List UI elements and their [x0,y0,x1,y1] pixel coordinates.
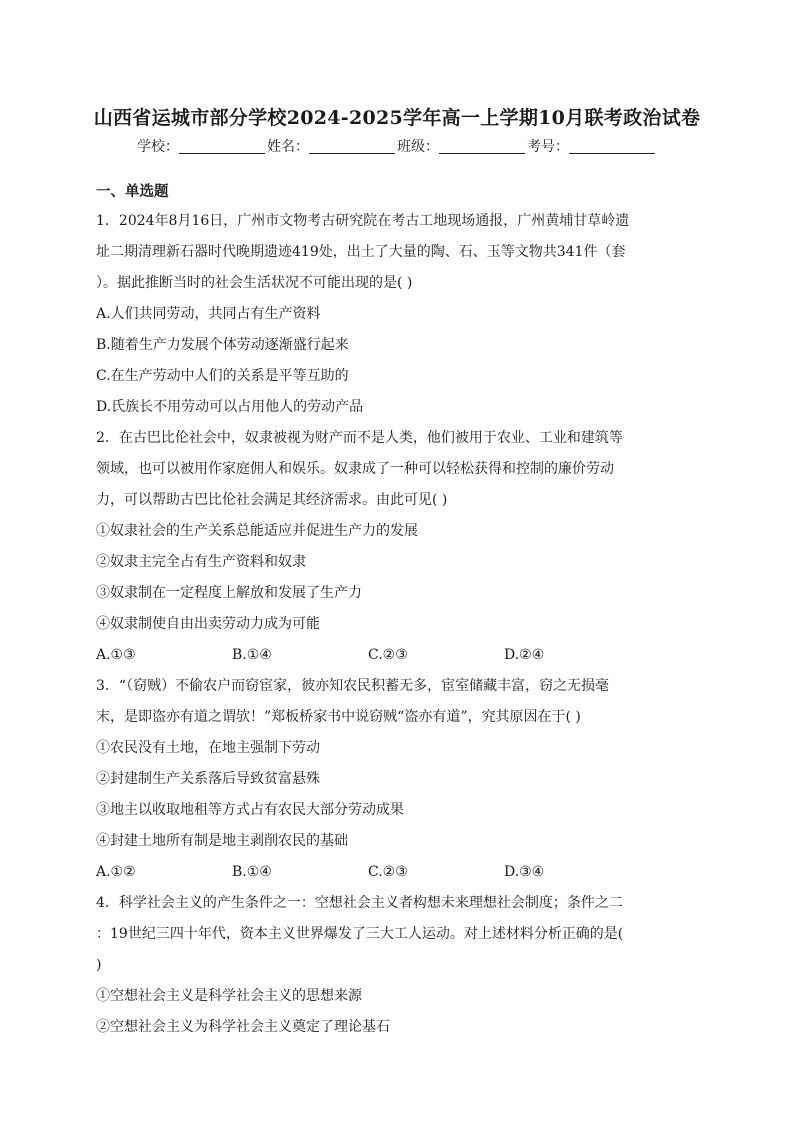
class-blank[interactable] [439,139,525,154]
question-2 [96,423,700,671]
question-4 [96,888,700,1043]
statement-4: ④奴隶制使自由出卖劳动力成为可能 [96,616,320,632]
option-b[interactable]: B.随着生产力发展个体劳动逐渐盛行起来 [96,337,349,353]
statement-2: ②空想社会主义为科学社会主义奠定了理论基石 [96,1019,390,1035]
question-1 [96,206,700,423]
choice-row [96,857,700,888]
choice-c[interactable]: C.②③ [368,864,408,880]
class-label: 班级： [397,139,439,155]
number-blank[interactable] [569,139,655,154]
number-label: 考号： [527,139,569,155]
question-3 [96,671,700,888]
school-blank[interactable] [179,139,265,154]
statement-2: ②奴隶主完全占有生产资料和奴隶 [96,554,306,570]
option-a[interactable]: A.人们共同劳动，共同占有生产资料 [96,306,321,322]
choice-c[interactable]: C.②③ [368,647,408,663]
option-d[interactable]: D.氏族长不用劳动可以占用他人的劳动产品 [96,399,364,415]
statement-3: ③地主以收取地租等方式占有农民大部分劳动成果 [96,802,404,818]
question-text-line: 1．2024年8月16日，广州市文物考古研究院在考古工地现场通报，广州黄埔甘草岭遗 [96,213,630,229]
statement-1: ①农民没有土地，在地主强制下劳动 [96,740,320,756]
choice-b[interactable]: B.①④ [232,647,272,663]
school-label: 学校： [137,139,179,155]
statement-4: ④封建土地所有制是地主剥削农民的基础 [96,833,348,849]
statement-3: ③奴隶制在一定程度上解放和发展了生产力 [96,585,362,601]
choice-d[interactable]: D.②④ [504,647,545,663]
question-text-line: 4．科学社会主义的产生条件之一：空想社会主义者构想未来理想社会制度；条件之二 [96,895,623,911]
choice-a[interactable]: A.①③ [96,647,136,663]
question-text-line: ）。据此推断当时的社会生活状况不可能出现的是( ) [96,275,413,291]
section-title: 一、单选题 [96,183,169,200]
student-info-row [0,136,794,156]
choice-b[interactable]: B.①④ [232,864,272,880]
page-title: 山西省运城市部分学校2024-2025学年高一上学期10月联考政治试卷 [93,107,701,129]
question-text-line: 3．“（窃贼）不偷农户而窃宦家，彼亦知农民积蓄无多，宦室储藏丰富，窃之无损毫 [96,678,610,694]
question-text-line: 领域，也可以被用作家庭佣人和娱乐。奴隶成了一种可以轻松获得和控制的廉价劳动 [96,461,614,477]
question-text-line: 末，是即盗亦有道之谓欤！”郑板桥家书中说窃贼“盗亦有道”，究其原因在于( ) [96,709,581,725]
question-text-line: ：19世纪三四十年代，资本主义世界爆发了三大工人运动。对上述材料分析正确的是( [96,926,624,942]
exam-body [96,180,700,1043]
statement-2: ②封建制生产关系落后导致贫富悬殊 [96,771,320,787]
question-text-line: 力，可以帮助古巴比伦社会满足其经济需求。由此可见( ) [96,492,448,508]
statement-1: ①空想社会主义是科学社会主义的思想来源 [96,988,362,1004]
choice-d[interactable]: D.③④ [504,864,545,880]
statement-1: ①奴隶社会的生产关系总能适应并促进生产力的发展 [96,523,418,539]
choice-row [96,640,700,671]
name-label: 姓名： [267,139,309,155]
option-c[interactable]: C.在生产劳动中人们的关系是平等互助的 [96,368,349,384]
choice-a[interactable]: A.①② [96,864,136,880]
question-text-line: ) [96,957,102,973]
question-text-line: 址二期清理新石器时代晚期遗迹419处，出土了大量的陶、石、玉等文物共341件（套 [96,244,626,260]
name-blank[interactable] [309,139,395,154]
question-text-line: 2．在古巴比伦社会中，奴隶被视为财产而不是人类，他们被用于农业、工业和建筑等 [96,430,623,446]
